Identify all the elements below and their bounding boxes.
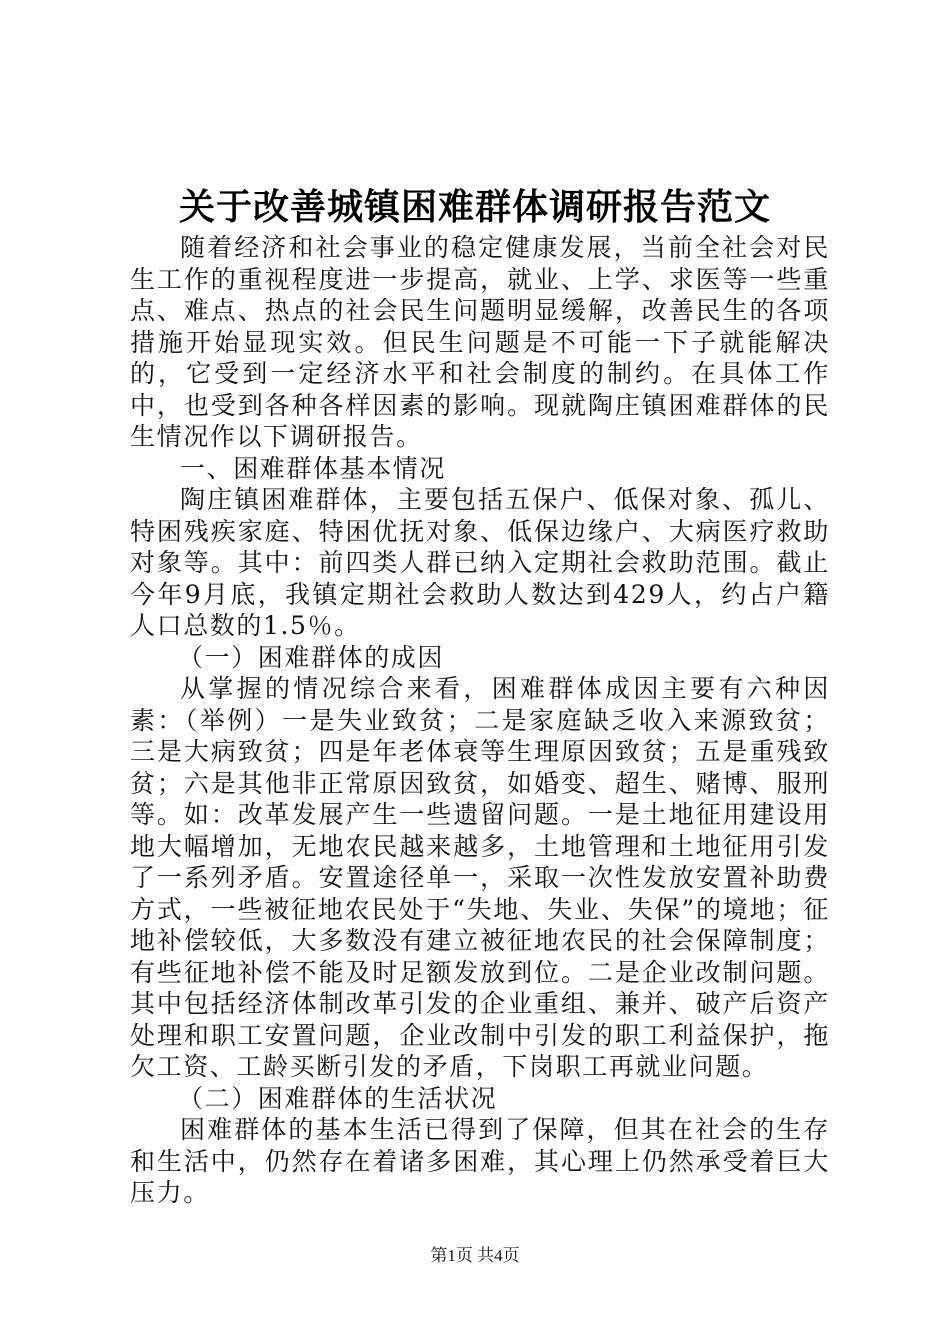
- subsection-paragraph-living-conditions: 困难群体的基本生活已得到了保障，但其在社会的生存和生活中，仍然存在着诸多困难，其心理上仍然承受着巨大压力。: [130, 1115, 830, 1207]
- subsection-paragraph-causes: 从掌握的情况综合来看，困难群体成因主要有六种因素：（举例）一是失业致贫；二是家庭缺乏收入来源致贫；三是大病致贫；四是年老体衰等生理原因致贫；五是重残致贫；六是其他非正常原因致贫，如婚变、超生、赌博、服刑等。如：改革发展产生一些遗留问题。一是土地征用建设用地大幅增加，无地农民越来越多，土地管理和土地征用引发了一系列矛盾。安置途径单一，采取一次性发放安置补助费方式，一些被征地农民处于“失地、失业、失保”的境地；征地补偿较低，大多数没有建立被征地农民的社会保障制度；有些征地补偿不能及时足额发放到位。二是企业改制问题。其中包括经济体制改革引发的企业重组、兼并、破产后资产处理和职工安置问题，企业改制中引发的职工利益保护，拖欠工资、工龄买断引发的矛盾，下岗职工再就业问题。: [130, 674, 830, 1081]
- subsection-heading-living-conditions: （二）困难群体的生活状况: [178, 1083, 498, 1113]
- intro-paragraph: 随着经济和社会事业的稳定健康发展，当前全社会对民生工作的重视程度进一步提高，就业、上学、求医等一些重点、难点、热点的社会民生问题明显缓解，改善民生的各项措施开始显现实效。但民生问题是不可能一下子就能解决的，它受到一定经济水平和社会制度的制约。在具体工作中，也受到各种各样因素的影响。现就陶庄镇困难群体的民生情况作以下调研报告。: [130, 233, 830, 451]
- section-heading-basic-situation: 一、困难群体基本情况: [180, 453, 447, 483]
- subsection-heading-causes: （一）困难群体的成因: [178, 642, 445, 672]
- page-footer: 第1页 共4页: [430, 1246, 520, 1265]
- document-body: [130, 232, 830, 1209]
- document-title: 关于改善城镇困难群体调研报告范文: [178, 187, 771, 228]
- section-paragraph-basic-situation: 陶庄镇困难群体，主要包括五保户、低保对象、孤儿、特困残疾家庭、特困优抚对象、低保边缘户、大病医疗救助对象等。其中：前四类人群已纳入定期社会救助范围。截止今年9月底，我镇定期社会救助人数达到429人，约占户籍人口总数的1.5％。: [130, 485, 830, 640]
